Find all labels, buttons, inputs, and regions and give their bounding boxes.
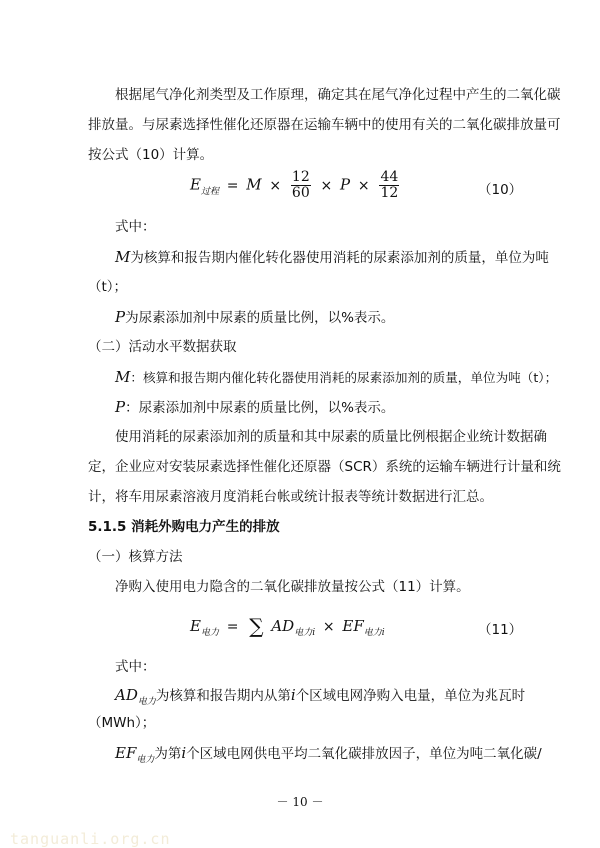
def-m-cont: （t）； [88,279,128,295]
eq11-equals: = [226,619,239,635]
act-p-symbol: P [115,398,126,416]
def-p [115,308,394,327]
para1-line1: 根据尾气净化剂类型及工作原理，确定其在尾气净化过程中产生的二氧化碳 [115,87,561,103]
def-m [115,248,549,267]
def-ad-text-a: 为核算和报告期内从第 [155,688,291,704]
def-ef-symbol: EF [115,744,137,762]
eq10-f1-den: 60 [291,185,310,201]
def-m-symbol: M [115,248,131,266]
eq10-number: （10） [478,182,523,198]
def-ad-sub: 电力 [137,697,156,707]
def-ef-text-a: 为第 [154,746,182,762]
where-label-2: 式中： [115,659,156,675]
watermark: tanguanli.org.cn [10,830,171,848]
def-p-symbol: P [115,308,126,326]
def-ef-i: i [181,744,187,762]
eq10-times-1: × [269,177,282,194]
eq11-ef-sub: 电力i [363,628,385,638]
eq10-f1-num: 12 [291,169,310,185]
eq11-sum-symbol: ∑ [249,614,264,638]
eq10-f2-den: 12 [380,185,399,201]
para3: 净购入使用电力隐含的二氧化碳排放量按公式（11）计算。 [115,579,470,595]
eq10-m: M [246,175,262,194]
para1-line2: 排放量。与尿素选择性催化还原器在运输车辆中的使用有关的二氧化碳排放量可 [88,117,561,133]
section-title: 消耗外购电力产生的排放 [131,519,280,535]
para2-line1: 使用消耗的尿素添加剂的质量和其中尿素的质量比例根据企业统计数据确 [115,429,547,445]
where-label-1: 式中： [115,219,156,235]
eq10-lhs-sub: 过程 [200,186,219,197]
eq11-ad: AD [271,617,295,635]
def-ad [115,686,525,707]
eq11-number: （11） [478,622,523,638]
para2-line3: 计，将车用尿素溶液月度消耗台帐或统计报表等统计数据进行汇总。 [88,489,493,505]
def-ef [115,744,542,765]
def-ad-symbol: AD [115,686,138,704]
section-heading [88,518,280,536]
eq10-fraction-2 [379,170,399,201]
section-number: 5.1.5 [88,519,127,535]
def-m-text: 为核算和报告期内催化转化器使用消耗的尿素添加剂的质量，单位为吨 [130,250,549,266]
eq11-lhs-sub: 电力 [200,628,219,638]
act-p [115,398,394,417]
act-m-symbol: M [115,368,131,386]
sec2-heading: （二）活动水平数据获取 [88,339,237,355]
eq10-times-2: × [320,177,333,194]
def-p-text: 为尿素添加剂中尿素的质量比例，以%表示。 [125,310,395,326]
eq11-times: × [322,619,335,635]
eq10-fraction-1 [291,170,311,201]
def-ad-text-b: 个区域电网净购入电量，单位为兆瓦时 [295,688,526,704]
def-ef-text-b: 个区域电网供电平均二氧化碳排放因子，单位为吨二氧化碳/ [186,746,542,762]
eq10-times-3: × [357,177,370,194]
equation-11 [190,612,385,636]
eq10-f2-num: 44 [380,169,399,185]
act-m [115,368,557,387]
page-number: － 10 － [276,795,324,809]
eq11-ad-sub: 电力i [294,628,316,638]
eq10-p: P [340,175,351,194]
equation-10 [190,170,401,201]
act-m-text: ：核算和报告期内催化转化器使用消耗的尿素添加剂的质量，单位为吨（t）； [130,370,558,385]
def-ef-sub: 电力 [136,755,155,765]
eq10-lhs: E [190,175,201,194]
para1-line3: 按公式（10）计算。 [88,147,214,163]
def-ad-i: i [290,686,296,704]
para2-line2: 定，企业应对安装尿素选择性催化还原器（SCR）系统的运输车辆进行计量和统 [88,459,561,475]
def-ad-cont: （MWh）； [88,715,156,731]
eq10-equals: = [226,177,239,194]
eq11-lhs: E [190,617,201,635]
eq11-ef: EF [342,617,364,635]
act-p-text: ：尿素添加剂中尿素的质量比例，以%表示。 [125,400,395,416]
sub1-heading: （一）核算方法 [88,549,183,565]
